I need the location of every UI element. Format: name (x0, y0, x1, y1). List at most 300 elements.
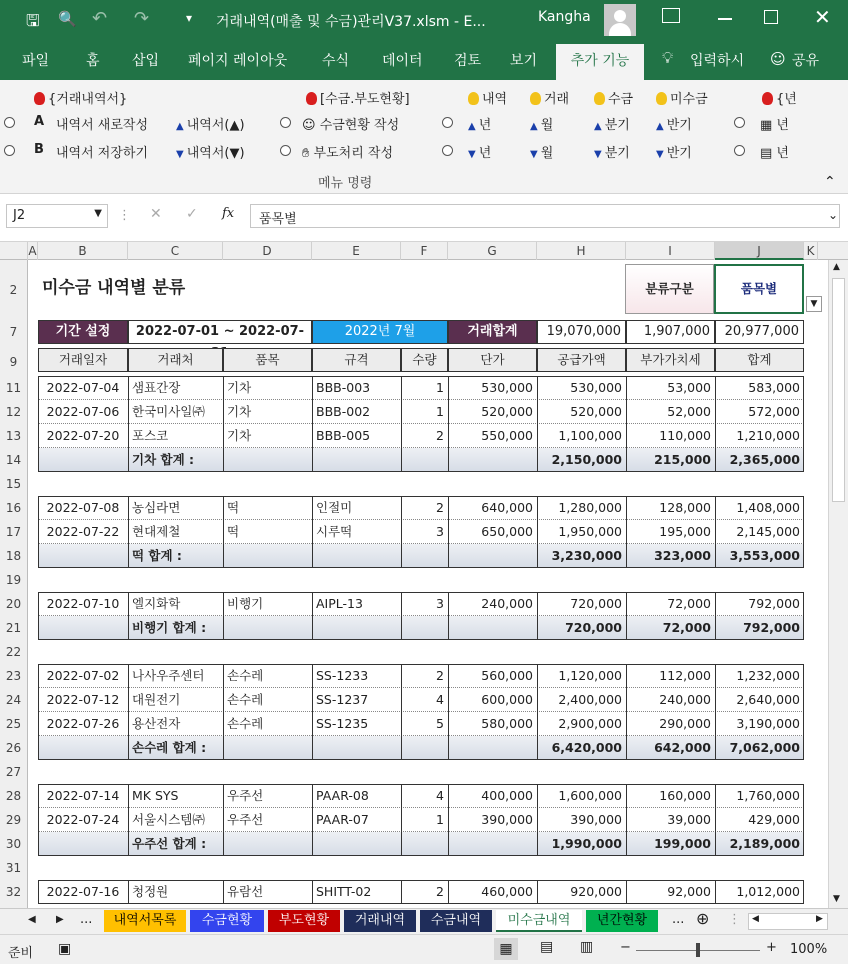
tab-view[interactable]: 보기 (510, 53, 538, 69)
undo-icon[interactable]: ↶ (92, 8, 108, 29)
subtotal-label: 손수레 합계 : (132, 740, 207, 755)
ribbon-item-collection-status[interactable]: [수금.부도현황] (306, 88, 410, 107)
radio-bd[interactable] (280, 144, 291, 159)
col-header-b[interactable]: B (38, 242, 128, 260)
table-cell: 손수레 (227, 716, 264, 731)
col-header-e[interactable]: E (312, 242, 401, 260)
table-cell: 현대제철 (132, 524, 181, 539)
table-cell: 2022-07-24 (46, 812, 120, 827)
table-cell: 530,000 (481, 380, 533, 395)
row-header[interactable]: 30 (0, 832, 28, 856)
classify-label: 분류구분 (625, 264, 714, 314)
ribbon-item-collection[interactable]: 수금 (594, 88, 633, 107)
quarter-down-button[interactable]: ▼ 분기 (594, 146, 630, 161)
table-cell: 엘지화학 (132, 596, 181, 611)
table-cell: 52,000 (667, 404, 711, 419)
hscroll-left-icon[interactable]: ◀ (752, 914, 759, 924)
table-cell: 우주선 (227, 812, 264, 827)
table-cell: 1 (436, 404, 444, 419)
table-cell: 720,000 (570, 596, 622, 611)
table-cell: 290,000 (659, 716, 711, 731)
ribbon-item-trade[interactable]: 거래 (530, 88, 569, 107)
bulb-icon (306, 92, 317, 105)
bounce-create-button[interactable]: ✋︎ 부도처리 작성 (302, 146, 394, 161)
radio-left-2[interactable] (4, 144, 15, 159)
table-cell: 92,000 (667, 884, 711, 899)
table-cell: 1,232,000 (736, 668, 800, 683)
ribbon-item-year[interactable]: {년 (762, 88, 797, 107)
ribbon-item-receivable[interactable]: 미수금 (656, 88, 708, 107)
window-title: 거래내역(매출 및 수금)관리V37.xlsm - E... (216, 14, 486, 30)
invoice-up-button[interactable]: ▲ 내역서(▲) (176, 118, 245, 133)
trade-total-vat: 1,907,000 (626, 320, 715, 344)
half-down-button[interactable]: ▼ 반기 (656, 146, 692, 161)
table-cell: 1,012,000 (736, 884, 800, 899)
table-cell: 1 (436, 380, 444, 395)
row-header[interactable]: 24 (0, 688, 28, 712)
row-header[interactable]: 7 (0, 320, 28, 344)
row-header[interactable]: 14 (0, 448, 28, 472)
triangle-up-icon: ▲ (176, 121, 184, 132)
table-cell: 1,950,000 (558, 524, 622, 539)
calendar-icon: ▦ (760, 118, 777, 133)
row-header[interactable]: 22 (0, 640, 28, 664)
subtotal-cell: 72,000 (662, 620, 711, 635)
status-ready: 준비 (8, 946, 34, 961)
radio-left-1[interactable] (4, 116, 15, 131)
worksheet[interactable] (28, 260, 828, 908)
table-cell: 나사우주센터 (132, 668, 205, 683)
radio-year-up[interactable] (442, 116, 453, 131)
row-headers (0, 260, 28, 908)
table-cell: 580,000 (481, 716, 533, 731)
col-header-c[interactable]: C (128, 242, 223, 260)
table-cell: 1,600,000 (558, 788, 622, 803)
table-cell: 53,000 (667, 380, 711, 395)
table-cell: 1,760,000 (736, 788, 800, 803)
next-sheet-icon[interactable]: ▶ (56, 914, 64, 925)
name-box-dropdown-icon: ▼ (94, 208, 102, 219)
subtotal-cell: 323,000 (654, 548, 711, 563)
avatar[interactable] (604, 4, 636, 36)
radio-year-dn[interactable] (442, 144, 453, 159)
row-header[interactable]: 27 (0, 760, 28, 784)
bulb-icon (468, 92, 479, 105)
table-cell: 2022-07-02 (46, 668, 120, 683)
more-sheets-right[interactable]: ... (672, 912, 685, 927)
month-label: 2022년 7월 (312, 320, 448, 344)
table-header-cell: 수량 (401, 348, 448, 372)
table-cell: 530,000 (570, 380, 622, 395)
ribbon-item-invoice[interactable]: {거래내역서} (34, 88, 127, 107)
sheet-tab[interactable]: 수금내역 (420, 910, 492, 932)
collapse-ribbon-icon[interactable]: ⌃ (824, 174, 836, 190)
row-header[interactable]: 19 (0, 568, 28, 592)
formula-bar-grip-icon: ⋮ (118, 208, 131, 223)
bulb-icon (656, 92, 667, 105)
row-header[interactable]: 26 (0, 736, 28, 760)
table-cell: BBB-002 (316, 404, 371, 419)
sheet-title: 미수금 내역별 분류 (42, 278, 186, 298)
month-down-button[interactable]: ▼ 월 (530, 146, 554, 161)
table-cell: 기차 (227, 404, 252, 419)
tab-addins[interactable]: 추가 기능 (556, 44, 644, 80)
table-cell: BBB-005 (316, 428, 371, 443)
row-header[interactable]: 13 (0, 424, 28, 448)
table-cell: 2022-07-04 (46, 380, 120, 395)
table-cell: 농심라면 (132, 500, 181, 515)
table-cell: 1,100,000 (558, 428, 622, 443)
table-cell: 1,210,000 (736, 428, 800, 443)
row-header[interactable]: 16 (0, 496, 28, 520)
ribbon-item-detail[interactable]: 내역 (468, 88, 507, 107)
table-cell: 520,000 (570, 404, 622, 419)
share-icon[interactable]: ☺ (770, 50, 786, 68)
tab-review[interactable]: 검토 (454, 53, 482, 69)
table-cell: 1,280,000 (558, 500, 622, 515)
subtotal-cell: 215,000 (654, 452, 711, 467)
tab-file[interactable]: 파일 (22, 53, 50, 69)
new-invoice-button[interactable]: 내역서 새로작성 (56, 118, 149, 133)
table-cell: 2 (436, 500, 444, 515)
subtotal-cell: 642,000 (654, 740, 711, 755)
col-header-f[interactable]: F (401, 242, 448, 260)
triangle-down-icon: ▼ (176, 149, 184, 160)
row-header[interactable]: 17 (0, 520, 28, 544)
sheet-tab[interactable]: 거래내역 (344, 910, 416, 932)
zoom-level[interactable]: 100% (790, 942, 828, 957)
table-header-cell: 단가 (448, 348, 537, 372)
formula-input[interactable]: 품목별 (250, 204, 840, 228)
tab-formulas[interactable]: 수식 (322, 53, 350, 69)
table-cell: 400,000 (481, 788, 533, 803)
row-header[interactable]: 18 (0, 544, 28, 568)
radio-nyear-up[interactable] (734, 116, 745, 131)
year-up-button[interactable]: ▲ 년 (468, 118, 492, 133)
subtotal-cell: 720,000 (565, 620, 622, 635)
table-header-cell: 품목 (223, 348, 312, 372)
scroll-up-icon[interactable]: ▲ (833, 262, 840, 272)
subtotal-cell: 3,553,000 (729, 548, 800, 563)
table-cell: 2022-07-20 (46, 428, 120, 443)
ribbon-display-icon[interactable] (662, 8, 680, 23)
table-cell: AIPL-13 (316, 596, 363, 611)
table-cell: 2,640,000 (736, 692, 800, 707)
classify-dropdown-icon[interactable]: ▼ (806, 296, 822, 312)
table-cell: SS-1233 (316, 668, 369, 683)
table-cell: 460,000 (481, 884, 533, 899)
table-cell: 39,000 (667, 812, 711, 827)
qat-dropdown-icon[interactable]: ▾ (186, 11, 193, 25)
page-layout-view-icon[interactable]: ▤ (540, 939, 554, 955)
table-cell: 한국미사일㈜ (132, 404, 205, 419)
table-cell: SS-1237 (316, 692, 369, 707)
table-cell: 서울시스템㈜ (132, 812, 205, 827)
piggy-icon: ☺ (302, 118, 320, 133)
table-cell: 240,000 (659, 692, 711, 707)
table-cell: PAAR-07 (316, 812, 369, 827)
table-cell: 용산전자 (132, 716, 181, 731)
month-up-button[interactable]: ▲ 월 (530, 118, 554, 133)
name-box[interactable]: J2 ▼ (6, 204, 108, 228)
row-header[interactable]: 20 (0, 592, 28, 616)
table-cell: 청정원 (132, 884, 169, 899)
radio-nyear-dn[interactable] (734, 144, 745, 159)
table-cell: 인절미 (316, 500, 353, 515)
row-header[interactable]: 31 (0, 856, 28, 880)
insert-function-icon[interactable]: fx (222, 206, 235, 221)
trade-total-label: 거래합계 (448, 320, 537, 344)
table-cell: 520,000 (481, 404, 533, 419)
radio-cm[interactable] (280, 116, 291, 131)
row-header[interactable]: 23 (0, 664, 28, 688)
row-header[interactable]: 2 (0, 260, 28, 320)
subtotal-cell: 792,000 (743, 620, 800, 635)
col-header-i[interactable]: I (626, 242, 715, 260)
label-a: A (34, 114, 45, 129)
print-preview-icon[interactable]: 🔍 (58, 10, 77, 28)
row-header[interactable]: 28 (0, 784, 28, 808)
table-cell: 유람선 (227, 884, 264, 899)
subtotal-cell: 2,189,000 (729, 836, 800, 851)
subtotal-cell: 1,990,000 (551, 836, 622, 851)
row-header[interactable]: 25 (0, 712, 28, 736)
table-cell: 2022-07-14 (46, 788, 120, 803)
table-cell: 비행기 (227, 596, 264, 611)
table-cell: 2022-07-08 (46, 500, 120, 515)
table-cell: 기차 (227, 428, 252, 443)
table-cell: 2022-07-22 (46, 524, 120, 539)
normal-view-icon[interactable]: ▦ (494, 938, 518, 960)
table-cell: 1,120,000 (558, 668, 622, 683)
table-cell: 2 (436, 428, 444, 443)
half-up-button[interactable]: ▲ 반기 (656, 118, 692, 133)
row-header[interactable]: 11 (0, 376, 28, 400)
redo-icon[interactable]: ↷ (134, 8, 150, 29)
tab-home[interactable]: 홈 (86, 53, 100, 69)
macro-record-icon[interactable]: ▣ (58, 941, 72, 957)
table-cell: 2022-07-10 (46, 596, 120, 611)
table-cell: PAAR-08 (316, 788, 369, 803)
tab-page-layout[interactable]: 페이지 레이아웃 (188, 53, 288, 69)
bulb-icon (530, 92, 541, 105)
sheet-tab[interactable]: 수금현황 (190, 910, 264, 932)
quarter-up-button[interactable]: ▲ 분기 (594, 118, 630, 133)
table-cell: 240,000 (481, 596, 533, 611)
col-header-h[interactable]: H (537, 242, 626, 260)
bulb-icon (34, 92, 45, 105)
table-cell: 2 (436, 884, 444, 899)
tell-me-input[interactable]: 입력하시 (690, 53, 745, 69)
ribbon-group-label: 메뉴 명령 (318, 176, 373, 191)
table-cell: 2,145,000 (736, 524, 800, 539)
prev-sheet-icon[interactable]: ◀ (28, 914, 36, 925)
table-cell: 떡 (227, 500, 240, 515)
table-cell: 550,000 (481, 428, 533, 443)
table-header-cell: 거래처 (128, 348, 223, 372)
table-cell: 112,000 (659, 668, 711, 683)
table-cell: SS-1235 (316, 716, 369, 731)
subtotal-label: 기차 합계 : (132, 452, 195, 467)
period-value[interactable]: 2022-07-01 ~ 2022-07- (128, 320, 312, 344)
table-cell: 920,000 (570, 884, 622, 899)
row-header[interactable]: 21 (0, 616, 28, 640)
table-cell: 5 (436, 716, 444, 731)
subtotal-cell: 7,062,000 (729, 740, 800, 755)
page-break-view-icon[interactable]: ▥ (580, 939, 594, 955)
subtotal-cell: 2,365,000 (729, 452, 800, 467)
minimize-icon[interactable] (718, 18, 732, 20)
zoom-out-button[interactable]: − (620, 940, 631, 955)
subtotal-label: 우주선 합계 : (132, 836, 207, 851)
table-cell: 72,000 (667, 596, 711, 611)
sheet-tab[interactable]: 내역서목록 (104, 910, 186, 932)
bulb-icon (594, 92, 605, 105)
table-cell: 포스코 (132, 428, 169, 443)
document-icon: ▤ (760, 146, 777, 161)
table-cell: 대원전기 (132, 692, 181, 707)
select-all[interactable] (0, 242, 28, 260)
calendar-year-button[interactable]: ▦ 년 (760, 118, 789, 133)
col-header-d[interactable]: D (223, 242, 312, 260)
tab-splitter-icon[interactable]: ⋮ (728, 912, 741, 927)
table-cell: 2,900,000 (558, 716, 622, 731)
table-cell: 1,408,000 (736, 500, 800, 515)
table-cell: 떡 (227, 524, 240, 539)
save-icon[interactable]: 🖫 (26, 11, 40, 30)
table-cell: 2 (436, 668, 444, 683)
table-cell: 195,000 (659, 524, 711, 539)
tab-data[interactable]: 데이터 (382, 53, 423, 69)
hscroll-right-icon[interactable]: ▶ (816, 914, 823, 924)
row-header[interactable]: 9 (0, 350, 28, 374)
lightbulb-icon: 💡︎ (662, 48, 674, 67)
collection-status-create-button[interactable]: ☺ 수금현황 작성 (302, 118, 400, 133)
add-sheet-icon[interactable]: ⊕ (696, 909, 710, 928)
table-header-cell: 합계 (715, 348, 804, 372)
sheet-tab[interactable]: 미수금내역 (496, 910, 582, 932)
col-header-k[interactable]: K (804, 242, 818, 260)
table-header-cell: 부가가치세 (626, 348, 715, 372)
table-cell: 792,000 (748, 596, 800, 611)
table-cell: 2022-07-16 (46, 884, 120, 899)
table-cell: 640,000 (481, 500, 533, 515)
ribbon-tabs (0, 40, 848, 80)
trade-total-sum: 20,977,000 (715, 320, 804, 344)
table-cell: 2022-07-12 (46, 692, 120, 707)
subtotal-cell: 6,420,000 (551, 740, 622, 755)
table-cell: 손수레 (227, 668, 264, 683)
period-label: 기간 설정 (38, 320, 128, 344)
save-invoice-button[interactable]: 내역서 저장하기 (56, 146, 149, 161)
table-cell: MK SYS (132, 788, 179, 803)
subtotal-cell: 2,150,000 (551, 452, 622, 467)
column-headers (0, 242, 848, 260)
hand-icon: ✋︎ (302, 146, 314, 161)
document-year-button[interactable]: ▤ 년 (760, 146, 789, 161)
year-down-button[interactable]: ▼ 년 (468, 146, 492, 161)
col-header-a[interactable]: A (28, 244, 37, 258)
table-cell: 429,000 (748, 812, 800, 827)
row-header[interactable]: 15 (0, 472, 28, 496)
table-cell: 4 (436, 788, 444, 803)
table-cell: 583,000 (748, 380, 800, 395)
trade-total-supply: 19,070,000 (537, 320, 626, 344)
subtotal-cell: 199,000 (654, 836, 711, 851)
table-cell: BBB-003 (316, 380, 371, 395)
table-cell: SHITT-02 (316, 884, 372, 899)
row-header[interactable]: 12 (0, 400, 28, 424)
close-icon[interactable]: ✕ (814, 5, 831, 29)
table-cell: 572,000 (748, 404, 800, 419)
maximize-icon[interactable] (764, 10, 778, 24)
table-cell: 손수레 (227, 692, 264, 707)
label-b: B (34, 142, 44, 157)
expand-formula-icon[interactable]: ⌄ (828, 208, 839, 222)
classify-select[interactable]: 품목별 (714, 264, 804, 314)
subtotal-label: 비행기 합계 : (132, 620, 207, 635)
scroll-down-icon[interactable]: ▼ (833, 894, 840, 904)
table-cell: 390,000 (481, 812, 533, 827)
table-cell: 2,400,000 (558, 692, 622, 707)
sheet-tab[interactable]: 년간현황 (586, 910, 658, 932)
sheet-tab-bar (0, 908, 848, 934)
table-cell: 128,000 (659, 500, 711, 515)
table-cell: 3,190,000 (736, 716, 800, 731)
table-cell: 샘표간장 (132, 380, 181, 395)
enter-icon[interactable]: ✓ (186, 206, 198, 222)
table-cell: 650,000 (481, 524, 533, 539)
subtotal-cell: 3,230,000 (551, 548, 622, 563)
table-cell: 2022-07-06 (46, 404, 120, 419)
zoom-in-button[interactable]: + (766, 940, 777, 955)
subtotal-label: 떡 합계 : (132, 548, 182, 563)
row-header[interactable]: 32 (0, 880, 28, 904)
row-header[interactable]: 29 (0, 808, 28, 832)
table-cell: 560,000 (481, 668, 533, 683)
table-cell: 3 (436, 596, 444, 611)
table-cell: 110,000 (659, 428, 711, 443)
col-header-g[interactable]: G (448, 242, 537, 260)
table-cell: 1 (436, 812, 444, 827)
table-cell: 600,000 (481, 692, 533, 707)
table-cell: 390,000 (570, 812, 622, 827)
more-sheets-left[interactable]: ... (80, 912, 93, 927)
table-cell: 3 (436, 524, 444, 539)
title-bar (0, 0, 848, 40)
table-cell: 160,000 (659, 788, 711, 803)
table-cell: 우주선 (227, 788, 264, 803)
table-cell: 4 (436, 692, 444, 707)
user-name[interactable]: Kangha (538, 9, 591, 25)
sheet-tab[interactable]: 부도현황 (268, 910, 340, 932)
share-button[interactable]: 공유 (792, 53, 820, 69)
table-cell: 시루떡 (316, 524, 353, 539)
table-header-cell: 공급가액 (537, 348, 626, 372)
scroll-thumb[interactable] (832, 278, 845, 502)
vertical-scrollbar[interactable] (828, 260, 848, 908)
formula-bar (0, 194, 848, 242)
bulb-icon (762, 92, 773, 105)
tab-insert[interactable]: 삽입 (132, 53, 160, 69)
table-cell: 기차 (227, 380, 252, 395)
table-cell: 2022-07-26 (46, 716, 120, 731)
col-header-j[interactable]: J (715, 242, 804, 260)
invoice-down-button[interactable]: ▼ 내역서(▼) (176, 146, 245, 161)
zoom-slider-thumb[interactable] (696, 943, 700, 957)
status-bar (0, 934, 848, 964)
cancel-icon[interactable]: ✕ (150, 206, 162, 222)
